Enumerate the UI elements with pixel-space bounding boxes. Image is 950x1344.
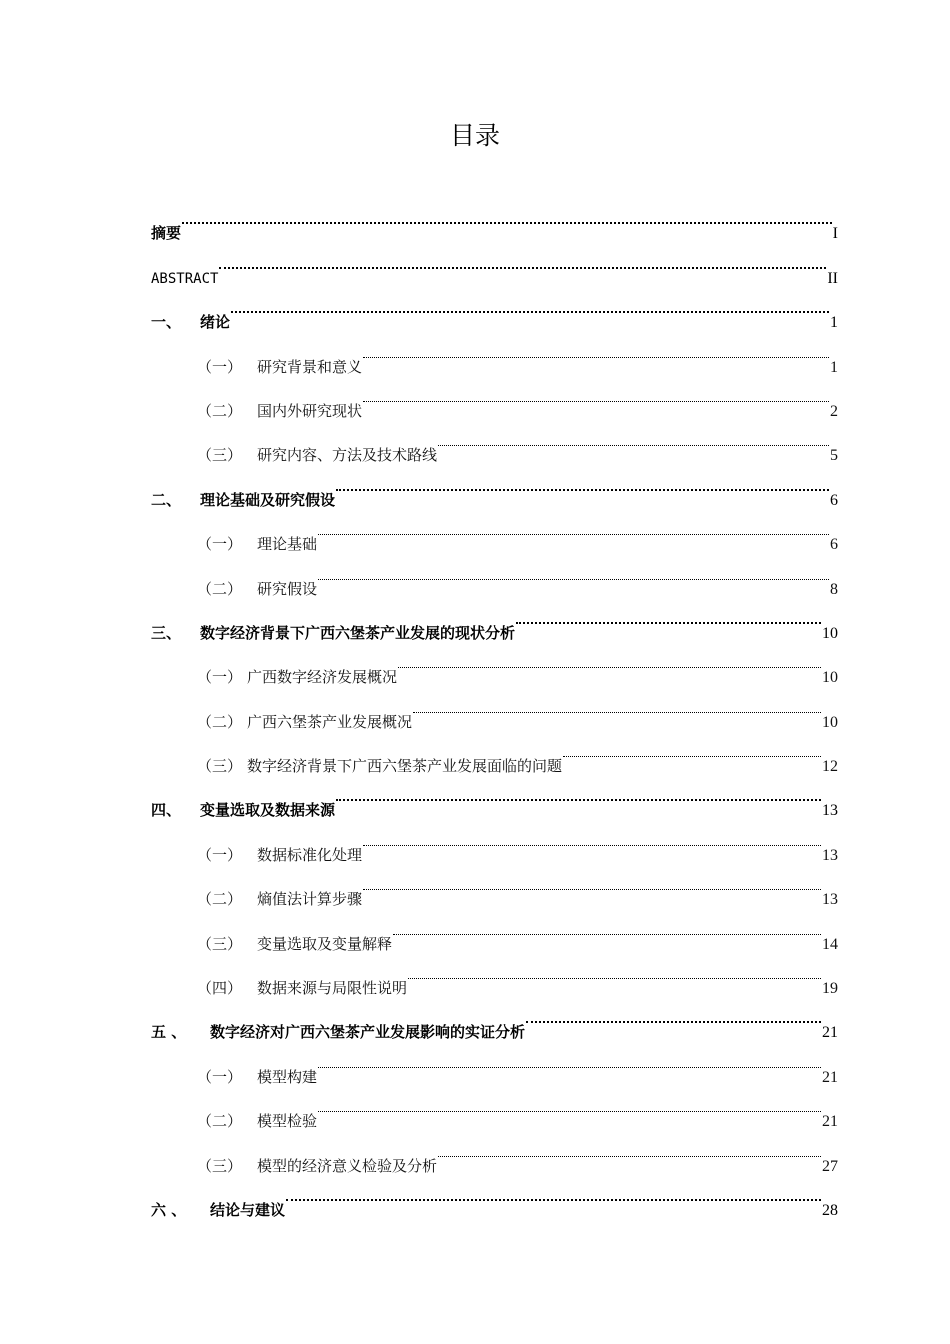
toc-entry-page-number: 13 [822,891,838,909]
toc-entry[interactable] [151,194,838,243]
toc-entry-page-number: 21 [822,1068,838,1086]
toc-entry-page-number: 8 [830,580,838,598]
toc-entry-page-number: 12 [822,758,838,776]
toc-entry-page-number: 6 [830,536,838,554]
toc-dot-leader [182,194,832,238]
toc-entry-title: 熵值法计算步骤 [257,890,363,909]
toc-dot-leader [408,949,821,993]
toc-entry-number: （一） [197,535,243,554]
toc-entry-title: 模型构建 [257,1067,318,1086]
toc-entry-page-number: 1 [830,358,838,376]
toc-dot-leader [393,904,821,948]
toc-dot-leader [516,594,821,638]
toc-list [151,194,838,1219]
toc-entry-page-number: II [827,269,838,287]
toc-entry-page-number: 2 [830,402,838,420]
toc-entry-title: ABSTRACT [151,270,219,287]
toc-dot-leader [286,1171,821,1215]
toc-entry-page-number: 6 [830,491,838,509]
toc-entry-number: （一） [197,1067,243,1086]
toc-entry-page-number: 14 [822,935,838,953]
toc-entry-number: （二） [197,1112,243,1131]
toc-entry-number: （四） [197,979,243,998]
toc-dot-leader [318,1082,821,1126]
toc-entry-title: 摘要 [151,224,182,243]
toc-entry-number: （二） [197,401,243,420]
toc-entry-number: （一） [197,357,243,376]
toc-dot-leader [219,238,826,282]
toc-entry-number: （二） [197,579,243,598]
toc-entry-title: 模型的经济意义检验及分析 [257,1156,438,1175]
toc-entry-number: （三） [197,757,243,776]
toc-entry-title: 数字经济背景下广西六堡茶产业发展的现状分析 [200,623,516,642]
toc-entry-page-number: 10 [822,624,838,642]
toc-dot-leader [363,815,821,859]
toc-entry-title: 理论基础 [257,535,318,554]
toc-dot-leader [438,416,829,460]
toc-entry[interactable] [151,327,838,376]
toc-entry-number: （二） [197,712,243,731]
toc-entry-page-number: 21 [822,1024,838,1042]
toc-entry-title: 数字经济背景下广西六堡茶产业发展面临的问题 [247,757,563,776]
toc-entry-title: 国内外研究现状 [257,401,363,420]
toc-entry[interactable] [151,238,838,287]
toc-entry-page-number: 10 [822,713,838,731]
toc-dot-leader [363,860,821,904]
toc-entry-page-number: 5 [830,447,838,465]
toc-entry-title: 数字经济对广西六堡茶产业发展影响的实证分析 [210,1023,526,1042]
toc-entry-number: （三） [197,934,243,953]
toc-entry-title: 研究背景和意义 [257,357,363,376]
toc-entry-page-number: 13 [822,846,838,864]
toc-entry-number: 五 、 [151,1023,187,1042]
toc-entry[interactable] [151,283,838,332]
toc-dot-leader [336,460,829,504]
toc-entry-number: 三、 [151,623,182,642]
toc-dot-leader [318,505,829,549]
toc-dot-leader [363,327,829,371]
toc-entry-title: 理论基础及研究假设 [200,490,336,509]
toc-entry-title: 变量选取及数据来源 [200,801,336,820]
toc-entry-number: 二、 [151,490,182,509]
toc-dot-leader [438,1126,821,1170]
toc-entry-number: （二） [197,890,243,909]
toc-entry-number: 一、 [151,313,182,332]
toc-entry-title: 研究内容、方法及技术路线 [257,446,438,465]
toc-entry-number: （三） [197,446,243,465]
toc-entry-title: 广西六堡茶产业发展概况 [247,712,413,731]
toc-dot-leader [318,549,829,593]
toc-dot-leader [336,771,821,815]
toc-entry-page-number: 1 [830,314,838,332]
toc-entry-title: 模型检验 [257,1112,318,1131]
toc-entry-number: 四、 [151,801,182,820]
toc-dot-leader [363,372,829,416]
toc-dot-leader [231,283,829,327]
toc-dot-leader [413,682,821,726]
toc-dot-leader [398,638,821,682]
toc-dot-leader [526,993,821,1037]
toc-entry-number: （三） [197,1156,243,1175]
toc-entry-title: 数据标准化处理 [257,845,363,864]
toc-entry-page-number: 28 [822,1201,838,1219]
toc-dot-leader [563,727,821,771]
toc-entry-title: 数据来源与局限性说明 [257,979,408,998]
toc-dot-leader [318,1037,821,1081]
toc-title: 目录 [449,121,500,150]
toc-entry-title: 结论与建议 [210,1200,286,1219]
toc-entry-page-number: I [832,225,838,243]
toc-entry-page-number: 10 [822,669,838,687]
toc-entry-title: 研究假设 [257,579,318,598]
toc-entry-title: 广西数字经济发展概况 [247,668,398,687]
toc-entry-number: （一） [197,668,243,687]
toc-entry-number: （一） [197,845,243,864]
toc-entry-page-number: 27 [822,1157,838,1175]
toc-entry-title: 变量选取及变量解释 [257,934,393,953]
toc-entry-title: 绪论 [200,313,231,332]
toc-entry-page-number: 13 [822,802,838,820]
toc-entry-page-number: 19 [822,980,838,998]
toc-entry-number: 六 、 [151,1200,187,1219]
toc-entry-page-number: 21 [822,1113,838,1131]
